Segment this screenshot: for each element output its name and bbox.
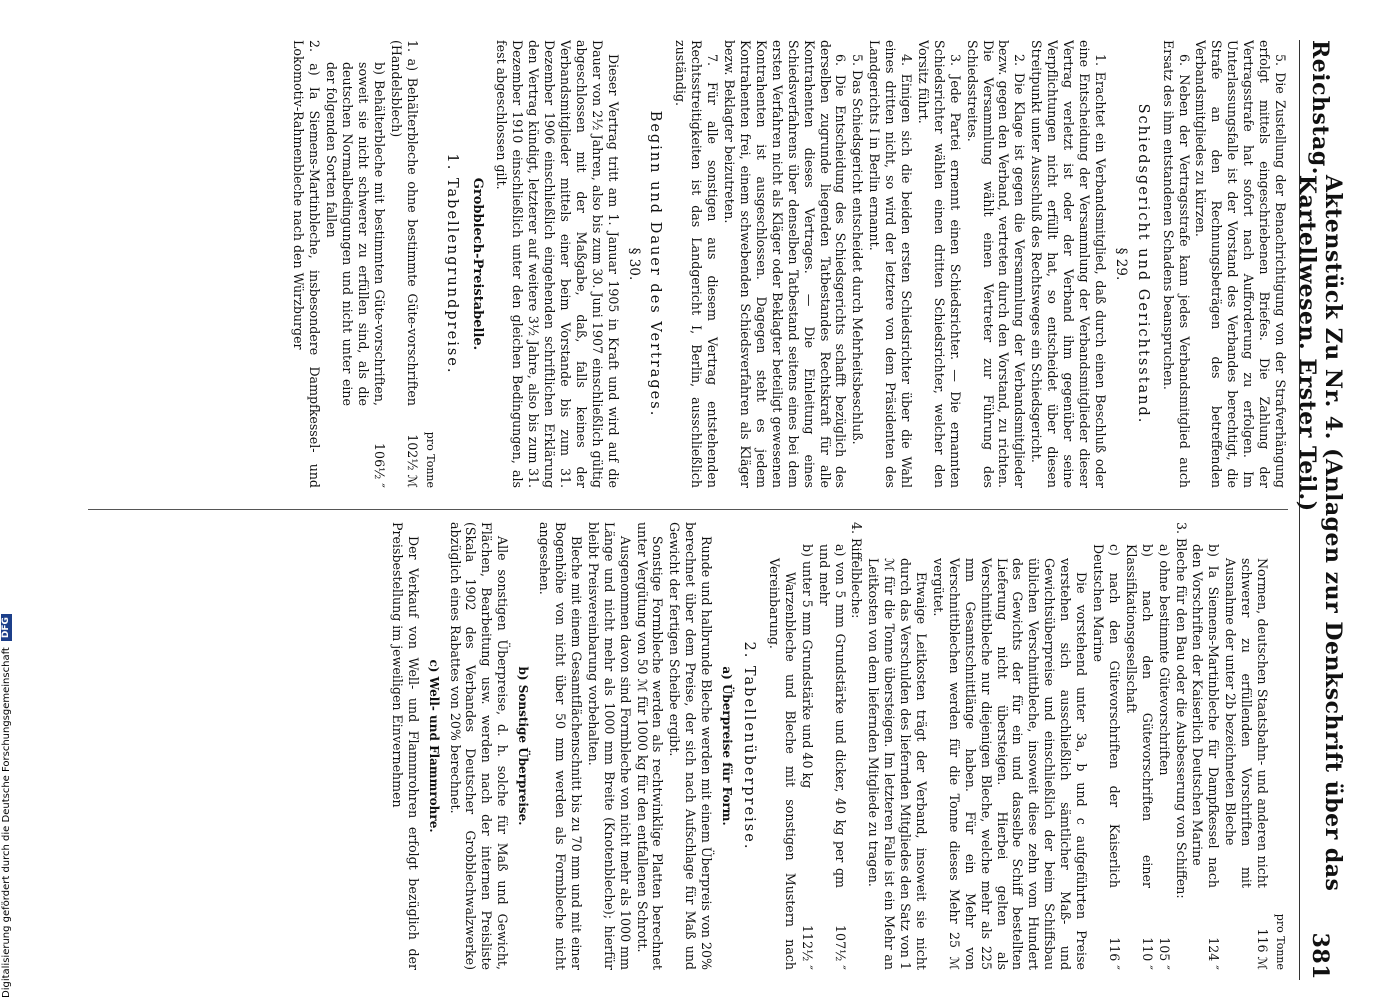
price-label: a) von 5 mm Grundstärke und dicker, 40 kg per qm und mehr [816,544,848,888]
section-number: § 29. [1112,247,1129,281]
paragraph: Ausgenommen davon sind Formbleche von nicht mehr als 1000 mm Länge und nicht mehr als 1000 mm Breite (Knotenbleche); hierfür bleibt Preisvereinbarung vorbehalten. [585,522,633,970]
price-value: 110 ″ [1139,937,1155,970]
subsection-heading: 1. Tabellengrundpreise. [444,153,461,375]
paragraph: 7. Für alle sonstigen aus diesem Vertrag entstehenden Rechtsstreitigkeiten ist das Landgericht I, Berlin, ausschließlich zuständig. [673,40,721,488]
paragraph: Sonstige Formbleche werden als rechtwinklige Platten berechnet unter Vergütung von 50 ℳ für 1000 kg für den entfallenen Schrott. [634,522,666,970]
price-label: a) ohne bestimmte Gütevorschriften [1156,544,1172,776]
price-label: b) Behälterbleche mit bestimmten Güte-vorschriften, soweit sie nicht schwerer zu erfüllen sind, als die deutschen Normalbedingungen und nicht unter eine der folgenden Sorten fallen [324,62,387,406]
paragraph: Alle sonstigen Überpreise, d. h. solche für Maß und Gewicht, Flächen, Bearbeitung usw. werden nach der internen Preisliste (Skala 1902 des Verbandes Deutscher Grobblechwalzwerke) abzüglich eines Rabattes von 20% berechnet. [447,522,511,970]
paragraph: Dieser Vertrag tritt am 1. Januar 1905 in Kraft und wird auf die Dauer von 2½ Jahren, also bis zum 30. Juni 1907 einschließlich gültig abgeschlossen mit der Maßgabe, daß, falls keines der Verbandsmitglieder mittels einer beim Vorstande bis zum 31. Dezember 1906 einschließlich eingehenden schriftlichen Erklärung den Vertrag kündigt, letzterer auf weitere 3½ Jahre, also bis zum 31. Dezember 1910 einschließlich unter den gleichen Bedingungen, als fest abgeschlossen gilt. [494,40,621,488]
price-row [1156,522,1172,970]
price-row [290,40,322,488]
section-heading: Schiedsgericht und Gerichtsstand. [1134,103,1151,425]
table-title: Grobblech-Preistabelle. [470,177,486,351]
paragraph: Bleche mit einem Gesamtflächenschnitt bis zu 70 mm und mit einer Bogenhöhe von nicht über 50 mm werden als Formbleche nicht angesehen. [537,522,584,970]
price-value: 107½ ″ [832,925,848,970]
price-label: b) nach den Gütevorschriften einer Klassifikationsgesellschaft [1123,544,1155,888]
header-left: Reichstag. [1307,40,1333,175]
digitization-credit [0,598,12,998]
paragraph: 5. Das Schiedsgericht entscheidet durch Mehrheitsbeschluß. [850,54,866,445]
price-value: 112½ ″ [799,925,815,970]
paragraph: Der Verkauf von Well- und Flammrohren erfolgt bezüglich der Preisbestellung im jeweiligen Einvernehmen [389,522,421,970]
price-row [323,40,387,488]
price-value: 105 ″ [1156,937,1172,970]
paragraph: Warzenbleche und Bleche mit sonstigen Mustern nach Vereinbarung. [766,558,798,970]
price-label: Normen, deutschen Staatsbahn- und anderen nicht schwerer zu erfüllenden Vorschriften mit Ausnahme der unter 2b bezeichneten Bleche [1223,558,1271,888]
unit-header: pro Tonne [423,431,437,488]
paragraph: 4. Einigen sich die beiden ersten Schiedsrichter über die Wahl eines dritten nicht, so wird der letztere von dem Präsidenten des Landgerichts I in Berlin ernannt. [867,40,915,488]
price-row [1090,522,1122,970]
price-value: 124 ″ [1206,937,1222,970]
price-value: 102½ ℳ [404,434,420,488]
page-number: 381 [1307,932,1333,980]
subsection-heading: a) Überpreise für Form. [720,666,735,826]
price-row [1173,522,1189,970]
price-row [849,522,865,970]
price-row [816,522,848,970]
paragraph: 1. Erachtet ein Verbandsmitglied, daß durch einen Beschluß oder eine Entscheidung der Versammlung der Verbandsmitglieder dieser Vertrag verletzt ist oder der Verband ihm gegenüber seine Verpflichtungen nicht erfüllt hat, so entscheidet über diesen Streitpunkt unter Ausschluß des Rechtsweges ein Schiedsgericht. [1029,40,1108,488]
price-label: 4. Riffelbleche: [849,522,865,619]
section-heading: Beginn und Dauer des Vertrages. [647,110,664,418]
paragraph: 5. Die Zustellung der Benachrichtigung von der Strafverhängung erfolgt mittels eingeschriebenen Briefes. Die Zahlung der Vertragsstrafe hat sofort nach Aufforderung zu erfolgen. Im Unterlassungsfalle ist der Vorstand des Verbandes berechtigt, die Strafe an den Rechnungsbeträgen des betreffenden Verbandsmitgliedes zu kürzen. [1193,40,1288,488]
price-row [1123,522,1155,970]
price-label: 3. Bleche für den Bau oder die Ausbesserung von Schiffen: [1173,522,1189,899]
paragraph: 6. Neben der Vertragsstrafe kann jedes Verbandsmitglied auch Ersatz des ihm entstandenen Schadens beanspruchen. [1160,40,1192,488]
column-divider [88,509,1288,510]
price-row [799,522,815,970]
price-label: c) nach den Gütevorschriften der Kaiserlich Deutschen Marine [1091,544,1122,888]
dfg-logo: DFG [1,614,12,641]
running-head [1294,40,1346,980]
paragraph: Die vorstehend unter 3a, b und c aufgeführten Preise verstehen sich ausschließlich sämtlicher Maß- und Gewichtsüberpreise und einschließlich der beim Schiffsbau üblichen Verschnittbleche, insoweit diese zehn vom Hundert des Gewichts der für ein und dasselbe Schiff bestellten Lieferung nicht übersteigen. Hierbei gelten als Verschnittbleche nur diejenigen Bleche, welche mehr als 225 mm Gesamtschnittlänge haben. Für ein Mehr von Verschnittblechen werden für die Tonne dieses Mehr 25 ℳ vergütet. [930,558,1090,970]
subsection-heading: 2. Tabellenüberpreise. [741,641,757,851]
section-number: § 30. [625,247,642,281]
price-label: 1. a) Behälterbleche ohne bestimmte Güte-vorschriften (Handelsblech) [388,40,420,406]
price-row [1190,522,1222,970]
credit-text: Digitalisierung gefördert durch die Deutsche Forschungsgemeinschaft [0,647,12,998]
paragraph: 3. Jede Partei ernennt einen Schiedsrichter. — Die ernannten Schiedsrichter wählen einen dritten Schiedsrichter, welcher den Vorsitz führt. [915,40,963,488]
paragraph: 6. Die Entscheidung des Schiedsgerichts schafft bezüglich des derselben zugrunde liegenden Tatbestandes Rechtskraft für alle Kontrahenten dieses Vertrages. — Die Einleitung eines Schiedsverfahrens über denselben Tatbestand seitens eines bei dem ersten Verfahren nicht als Kläger oder Beklagter beteiligt gewesenen Kontrahenten ist ausgeschlossen. Dagegen steht es jedem Kontrahenten frei, einem schwebenden Schiedsverfahren als Kläger bezw. Beklagter beizutreten. [722,40,849,488]
left-column [88,40,1288,488]
paragraph: Runde und halbrunde Bleche werden mit einem Überpreis von 20% berechnet über dem Preise, der sich nach Aufschlage für Maß und Gewicht der fertigen Scheibe ergibt. [667,522,715,970]
price-row [388,40,420,488]
paragraph: 2. Die Klage ist gegen die Versammlung der Verbandsmitglieder bezw. gegen den Verband, vertreten durch den Vorstand, zu richten. Die Versammlung wählt einen Vertreter zur Führung des Schiedsstreites. [964,40,1028,488]
price-label: b) Ia Siemens-Martinbleche für Dampfkessel nach den Vorschriften der Kaiserlich Deutschen Marine [1190,544,1222,888]
price-value: 116 ℳ [1255,928,1271,970]
header-center: Aktenstück Zu Nr. 4. (Anlagen zur Denkschrift über das Kartellwesen. Erster Teil.) [1294,174,1346,892]
price-label: 2. a) Ia Siemens-Martinbleche, insbesondere Dampfkessel- und Lokomotiv-Rahmenbleche nach den Würzburger [291,40,323,488]
price-row [1222,522,1270,970]
paragraph: Etwaige Leitkosten trägt der Verband, insoweit sie nicht durch das Verschulden des liefernden Mitgliedes den Satz von 1 ℳ für die Tonne übersteigen. Im letzteren Falle ist ein Mehr an Leitkosten von dem liefernden Mitgliede zu tragen. [866,558,930,970]
subsection-heading: c) Well- und Flammrohre. [426,659,441,833]
right-column [88,522,1288,970]
rotated-document-page [70,30,1346,990]
subsection-heading: b) Sonstige Überpreise. [516,666,531,826]
unit-header: pro Tonne [1274,913,1287,970]
price-label: b) unter 5 mm Grundstärke und 40 kg [799,544,815,789]
price-value: 106½ ″ [371,443,387,488]
price-value: 116 ″ [1106,937,1122,970]
